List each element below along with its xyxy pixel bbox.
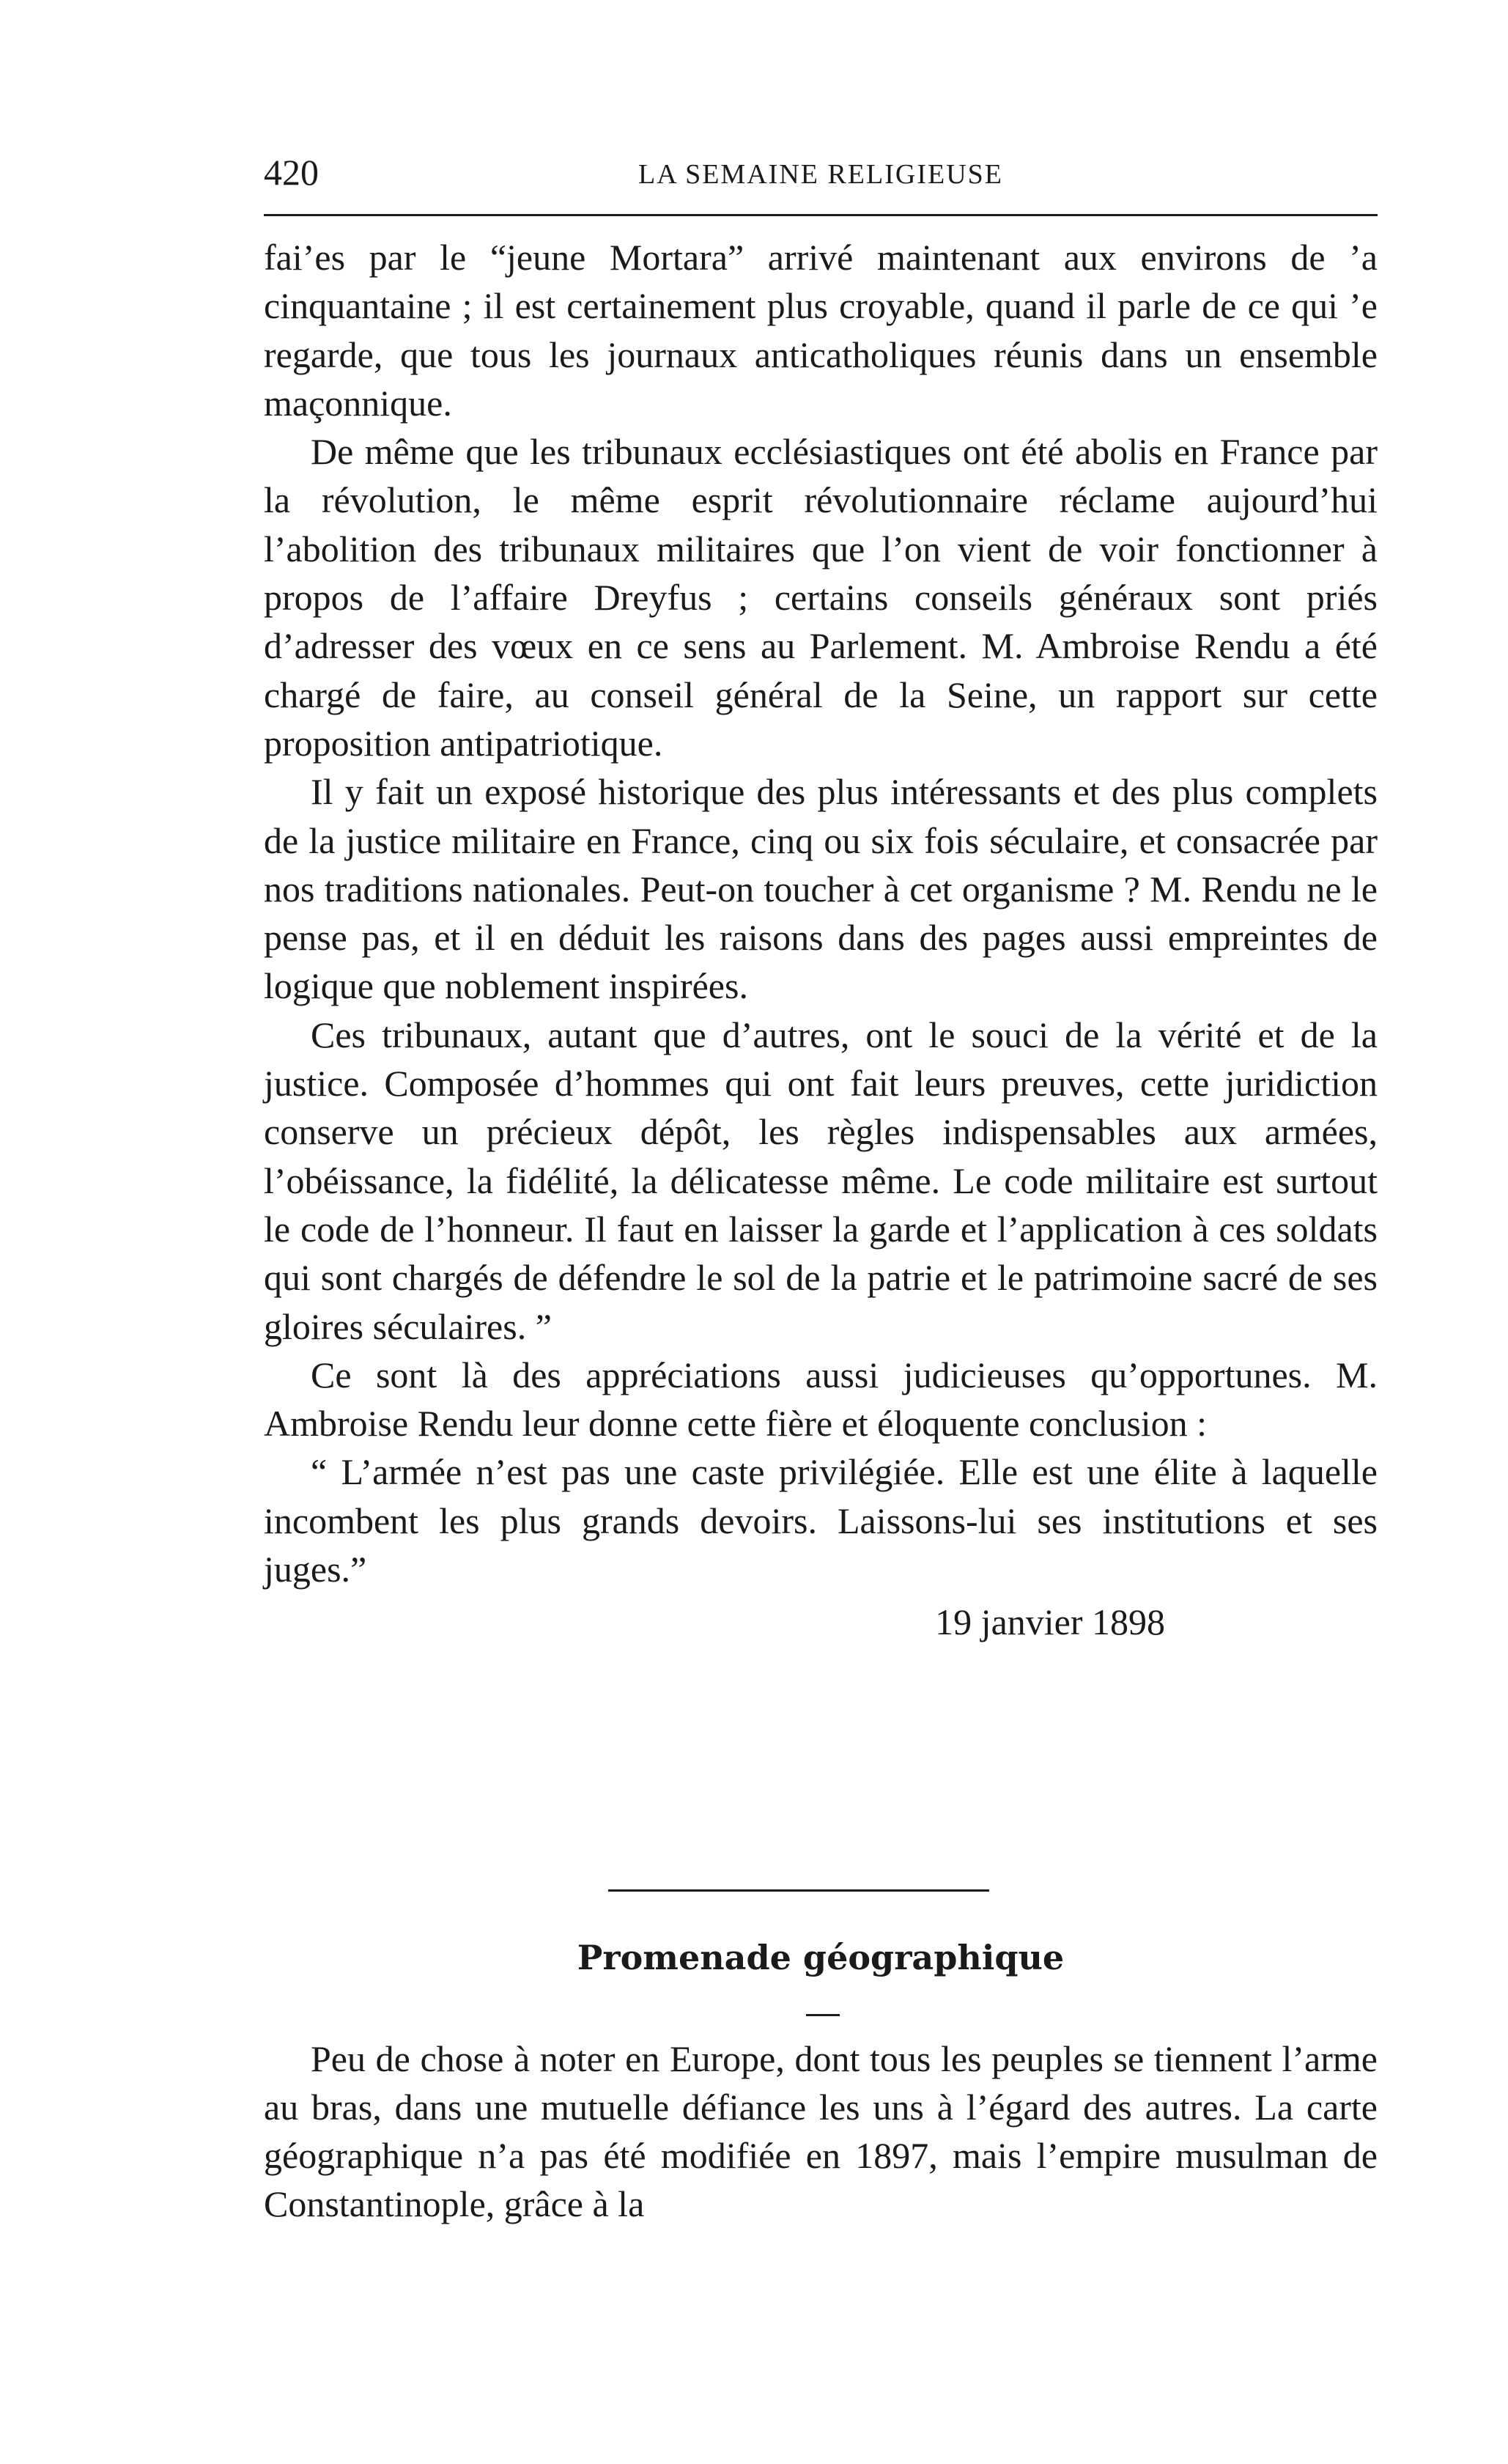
- running-head: LA SEMAINE RELIGIEUSE: [638, 159, 1003, 190]
- paragraph-continued: fai’es par le “jeune Mortara” arrivé maintenant aux environs de ’a cinquantaine ; il est certainement plus croyable, quand il parle de ce qui ’e regarde, que tous les journaux anticatholiques réunis dans un ensemble maçonnique.: [264, 237, 1378, 424]
- paragraph: De même que les tribunaux ecclésiastiques ont été abolis en France par la révolution, le même esprit révolutionnaire réclame aujourd’hui l’abolition des tribunaux militaires que l’on vient de voir fonctionner à propos de l’affaire Dreyfus ; certains conseils généraux sont priés d’adresser des vœux en ce sens au Parlement. M. Ambroise Rendu a été chargé de faire, au conseil général de la Seine, un rapport sur cette proposition antipatriotique.: [264, 431, 1378, 764]
- quote-paragraph: “ L’armée n’est pas une caste privilégiée. Elle est une élite à laquelle incombent les plus grands devoirs. Laissons-lui ses institutions et ses juges.”: [264, 1451, 1378, 1590]
- paragraph: Ces tribunaux, autant que d’autres, ont le souci de la vérité et de la justice. Composée d’hommes qui ont fait leurs preuves, cette juridiction conserve un précieux dépôt, les règles indispensables aux armées, l’obéissance, la fidélité, la délicatesse même. Le code militaire est surtout le code de l’honneur. Il faut en laisser la garde et l’application à ces soldats qui sont chargés de défendre le sol de la patrie et le patrimoine sacré de ses gloires séculaires. ”: [264, 1014, 1378, 1347]
- paragraph: Ce sont là des appréciations aussi judicieuses qu’opportunes. M. Ambroise Rendu leur donne cette fière et éloquente conclusion :: [264, 1354, 1378, 1445]
- section-divider: [608, 1889, 989, 1892]
- title-dash: [806, 2014, 840, 2016]
- article-body: [264, 233, 1378, 1647]
- header-rule: [264, 214, 1378, 216]
- paragraph: Peu de chose à noter en Europe, dont tous les peuples se tiennent l’arme au bras, dans une mutuelle défiance les uns à l’égard des autres. La carte géographique n’a pas été modifiée en 1897, mais l’empire musulman de Constantinople, grâce à la: [264, 2038, 1378, 2224]
- date-line: 19 janvier 1898: [935, 1601, 1165, 1643]
- page-header: [264, 147, 1378, 198]
- paragraph: Il y fait un exposé historique des plus intéressants et des plus complets de la justice militaire en France, cinq ou six fois séculaire, et consacrée par nos traditions nationales. Peut-on toucher à cet organisme ? M. Rendu ne le pense pas, et il en déduit les raisons dans des pages aussi empreintes de logique que noblement inspirées.: [264, 771, 1378, 1007]
- section-body: [264, 2035, 1378, 2228]
- page-number: 420: [264, 152, 319, 193]
- section-title: Promenade géographique: [577, 1938, 1065, 1977]
